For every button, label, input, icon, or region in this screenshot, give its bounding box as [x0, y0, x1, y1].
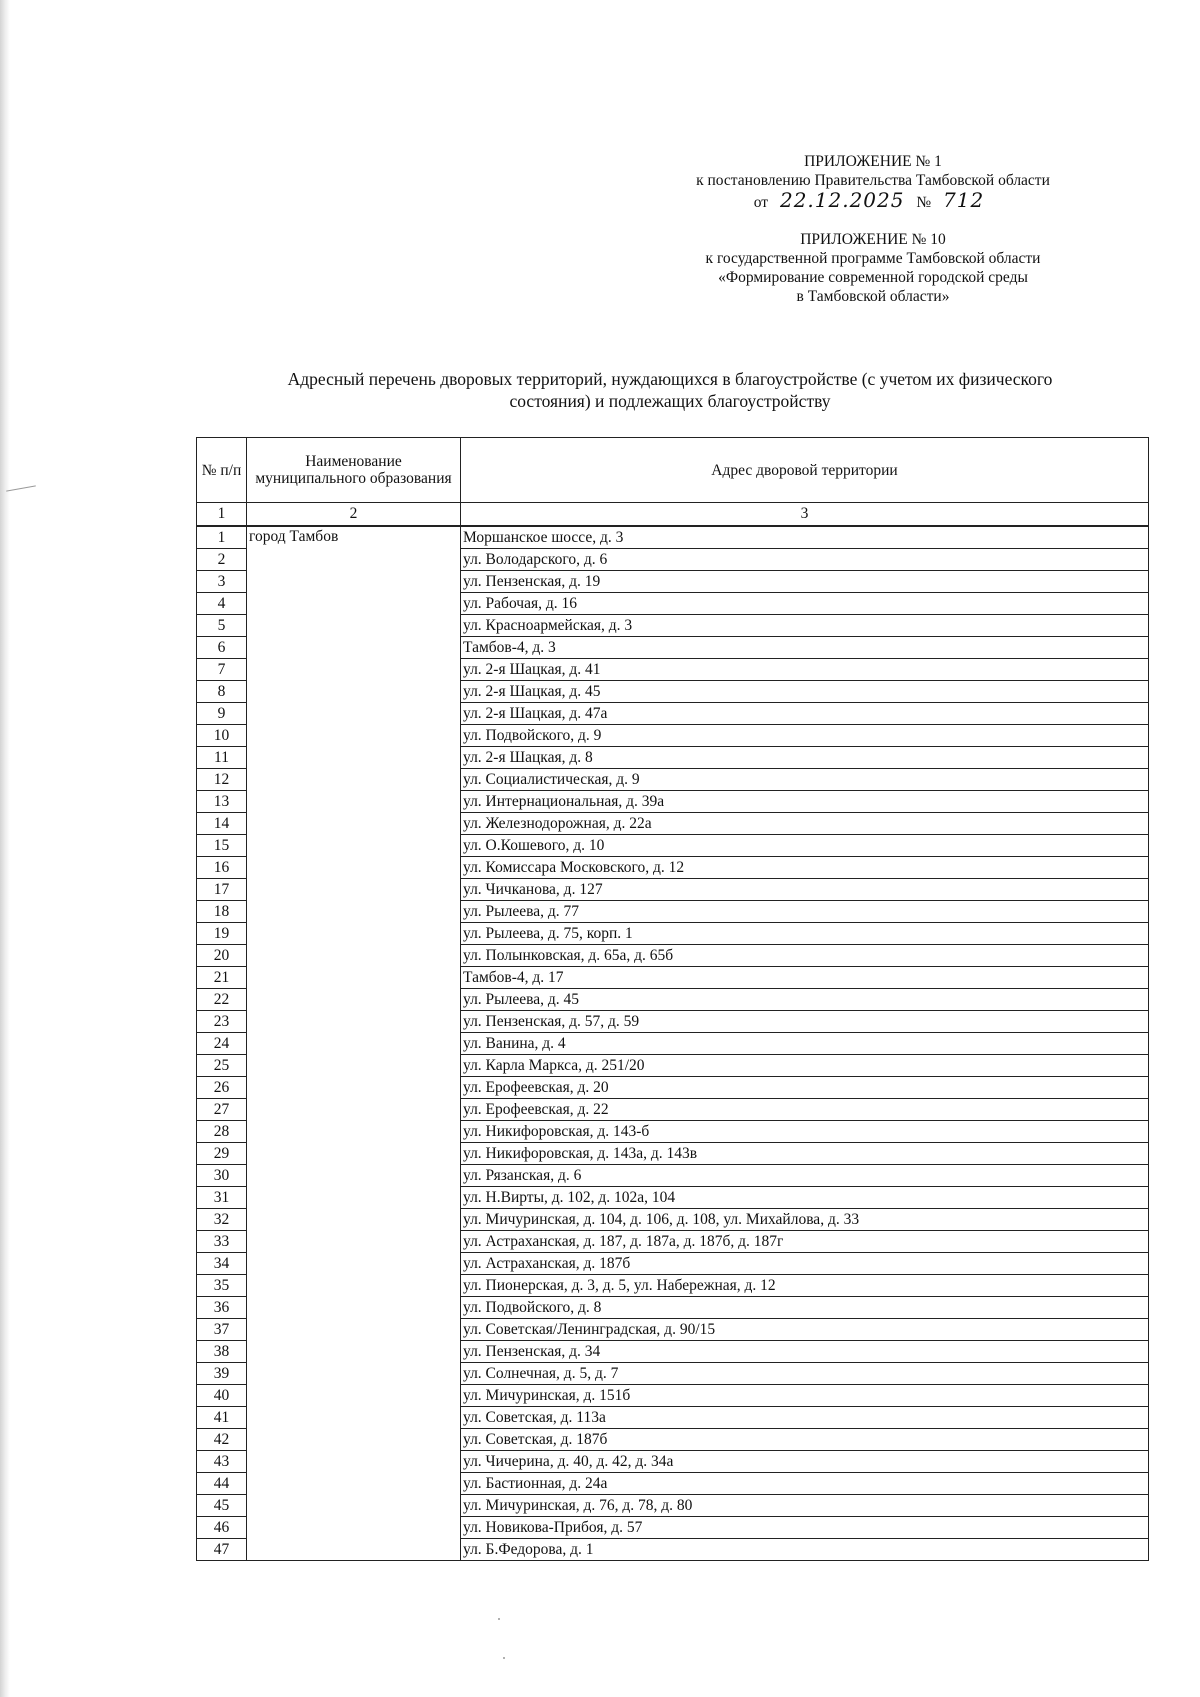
row-number: 28 [197, 1121, 247, 1143]
row-number: 46 [197, 1517, 247, 1539]
row-number: 14 [197, 813, 247, 835]
row-address: ул. Рылеева, д. 45 [461, 989, 1149, 1011]
row-address: ул. Карла Маркса, д. 251/20 [461, 1055, 1149, 1077]
row-address: ул. Н.Вирты, д. 102, д. 102а, 104 [461, 1187, 1149, 1209]
row-address: Тамбов-4, д. 17 [461, 967, 1149, 989]
row-number: 4 [197, 593, 247, 615]
row-address: ул. Никифоровская, д. 143а, д. 143в [461, 1143, 1149, 1165]
row-number: 33 [197, 1231, 247, 1253]
row-number: 35 [197, 1275, 247, 1297]
row-number: 17 [197, 879, 247, 901]
row-number: 24 [197, 1033, 247, 1055]
scan-speck [503, 1657, 505, 1659]
appendix-10-header [658, 230, 1088, 306]
row-address: ул. Астраханская, д. 187б [461, 1253, 1149, 1275]
row-number: 29 [197, 1143, 247, 1165]
row-number: 10 [197, 725, 247, 747]
row-address: ул. Комиссара Московского, д. 12 [461, 857, 1149, 879]
column-numbers-row [197, 503, 1149, 527]
row-number: 25 [197, 1055, 247, 1077]
row-address: ул. 2-я Шацкая, д. 45 [461, 681, 1149, 703]
date-prefix: от [753, 194, 769, 211]
row-number: 39 [197, 1363, 247, 1385]
row-number: 15 [197, 835, 247, 857]
row-address: ул. Ерофеевская, д. 22 [461, 1099, 1149, 1121]
row-address: ул. Чичерина, д. 40, д. 42, д. 34а [461, 1451, 1149, 1473]
document-title-line: состояния) и подлежащих благоустройству [509, 391, 831, 411]
row-number: 40 [197, 1385, 247, 1407]
row-number: 22 [197, 989, 247, 1011]
row-address: ул. Мичуринская, д. 151б [461, 1385, 1149, 1407]
scan-mark [6, 485, 36, 491]
column-number: 3 [461, 503, 1149, 527]
row-address: ул. Пензенская, д. 19 [461, 571, 1149, 593]
row-address: ул. Астраханская, д. 187, д. 187а, д. 187б, д. 187г [461, 1231, 1149, 1253]
row-number: 34 [197, 1253, 247, 1275]
row-number: 43 [197, 1451, 247, 1473]
row-number: 8 [197, 681, 247, 703]
header-address: Адрес дворовой территории [461, 438, 1149, 503]
appendix-1-date-row [658, 188, 1088, 212]
row-number: 42 [197, 1429, 247, 1451]
row-address: ул. Рылеева, д. 77 [461, 901, 1149, 923]
document-title [190, 368, 1150, 412]
row-number: 3 [197, 571, 247, 593]
row-number: 5 [197, 615, 247, 637]
row-address: ул. Красноармейская, д. 3 [461, 615, 1149, 637]
row-address: Моршанское шоссе, д. 3 [461, 526, 1149, 549]
row-number: 18 [197, 901, 247, 923]
row-address: ул. Рязанская, д. 6 [461, 1165, 1149, 1187]
row-address: ул. Пионерская, д. 3, д. 5, ул. Набережная, д. 12 [461, 1275, 1149, 1297]
column-number: 1 [197, 503, 247, 527]
row-number: 36 [197, 1297, 247, 1319]
row-address: ул. Подвойского, д. 9 [461, 725, 1149, 747]
row-number: 23 [197, 1011, 247, 1033]
number-prefix: № [916, 194, 932, 211]
row-number: 37 [197, 1319, 247, 1341]
row-number: 41 [197, 1407, 247, 1429]
municipality-cell: город Тамбов [247, 526, 461, 1561]
header-number: № п/п [197, 438, 247, 503]
row-address: ул. Новикова-Прибоя, д. 57 [461, 1517, 1149, 1539]
row-address: ул. Советская/Ленинградская, д. 90/15 [461, 1319, 1149, 1341]
row-address: ул. Ерофеевская, д. 20 [461, 1077, 1149, 1099]
table-header-row [197, 438, 1149, 503]
row-address: ул. Пензенская, д. 34 [461, 1341, 1149, 1363]
row-address: ул. Володарского, д. 6 [461, 549, 1149, 571]
row-number: 44 [197, 1473, 247, 1495]
row-number: 21 [197, 967, 247, 989]
row-address: ул. Мичуринская, д. 104, д. 106, д. 108, ул. Михайлова, д. 33 [461, 1209, 1149, 1231]
row-address: ул. Пензенская, д. 57, д. 59 [461, 1011, 1149, 1033]
row-address: ул. Советская, д. 187б [461, 1429, 1149, 1451]
appendix-10-title: ПРИЛОЖЕНИЕ № 10 [800, 231, 946, 248]
row-address: ул. Железнодорожная, д. 22а [461, 813, 1149, 835]
row-address: ул. Никифоровская, д. 143-б [461, 1121, 1149, 1143]
handwritten-number: 712 [943, 188, 985, 212]
appendix-1-title: ПРИЛОЖЕНИЕ № 1 [804, 153, 942, 170]
row-number: 27 [197, 1099, 247, 1121]
row-number: 6 [197, 637, 247, 659]
row-number: 7 [197, 659, 247, 681]
row-address: ул. Ванина, д. 4 [461, 1033, 1149, 1055]
row-number: 11 [197, 747, 247, 769]
row-address: ул. Б.Федорова, д. 1 [461, 1539, 1149, 1561]
row-address: ул. Рабочая, д. 16 [461, 593, 1149, 615]
row-address: ул. Советская, д. 113а [461, 1407, 1149, 1429]
row-number: 38 [197, 1341, 247, 1363]
scan-speck [498, 1618, 500, 1620]
appendix-1-line: к постановлению Правительства Тамбовской области [696, 172, 1050, 189]
row-number: 30 [197, 1165, 247, 1187]
row-number: 12 [197, 769, 247, 791]
row-number: 13 [197, 791, 247, 813]
row-number: 2 [197, 549, 247, 571]
table-row [197, 526, 1149, 549]
row-address: ул. Социалистическая, д. 9 [461, 769, 1149, 791]
row-number: 47 [197, 1539, 247, 1561]
address-list-table [196, 437, 1149, 1561]
row-address: ул. 2-я Шацкая, д. 47а [461, 703, 1149, 725]
row-address: ул. Бастионная, д. 24а [461, 1473, 1149, 1495]
document-title-line: Адресный перечень дворовых территорий, нуждающихся в благоустройстве (с учетом их физического [287, 369, 1053, 389]
row-address: ул. 2-я Шацкая, д. 41 [461, 659, 1149, 681]
row-address: ул. О.Кошевого, д. 10 [461, 835, 1149, 857]
row-number: 32 [197, 1209, 247, 1231]
table-body [197, 526, 1149, 1561]
row-address: ул. Подвойского, д. 8 [461, 1297, 1149, 1319]
row-address: ул. Чичканова, д. 127 [461, 879, 1149, 901]
row-address: Тамбов-4, д. 3 [461, 637, 1149, 659]
row-address: ул. Солнечная, д. 5, д. 7 [461, 1363, 1149, 1385]
row-number: 20 [197, 945, 247, 967]
row-address: ул. 2-я Шацкая, д. 8 [461, 747, 1149, 769]
appendix-10-line: «Формирование современной городской среды [718, 269, 1028, 286]
scan-left-edge [0, 0, 10, 1697]
row-number: 31 [197, 1187, 247, 1209]
appendix-10-line: к государственной программе Тамбовской области [705, 250, 1041, 267]
row-address: ул. Мичуринская, д. 76, д. 78, д. 80 [461, 1495, 1149, 1517]
header-municipality: Наименование муниципального образования [247, 438, 461, 503]
row-address: ул. Полынковская, д. 65а, д. 65б [461, 945, 1149, 967]
row-address: ул. Интернациональная, д. 39а [461, 791, 1149, 813]
column-number: 2 [247, 503, 461, 527]
row-number: 16 [197, 857, 247, 879]
handwritten-date: 22.12.2025 [779, 188, 905, 212]
appendix-1-header [658, 152, 1088, 212]
row-number: 19 [197, 923, 247, 945]
row-number: 26 [197, 1077, 247, 1099]
appendix-10-line: в Тамбовской области» [796, 288, 950, 305]
row-address: ул. Рылеева, д. 75, корп. 1 [461, 923, 1149, 945]
row-number: 9 [197, 703, 247, 725]
row-number: 1 [197, 526, 247, 549]
row-number: 45 [197, 1495, 247, 1517]
